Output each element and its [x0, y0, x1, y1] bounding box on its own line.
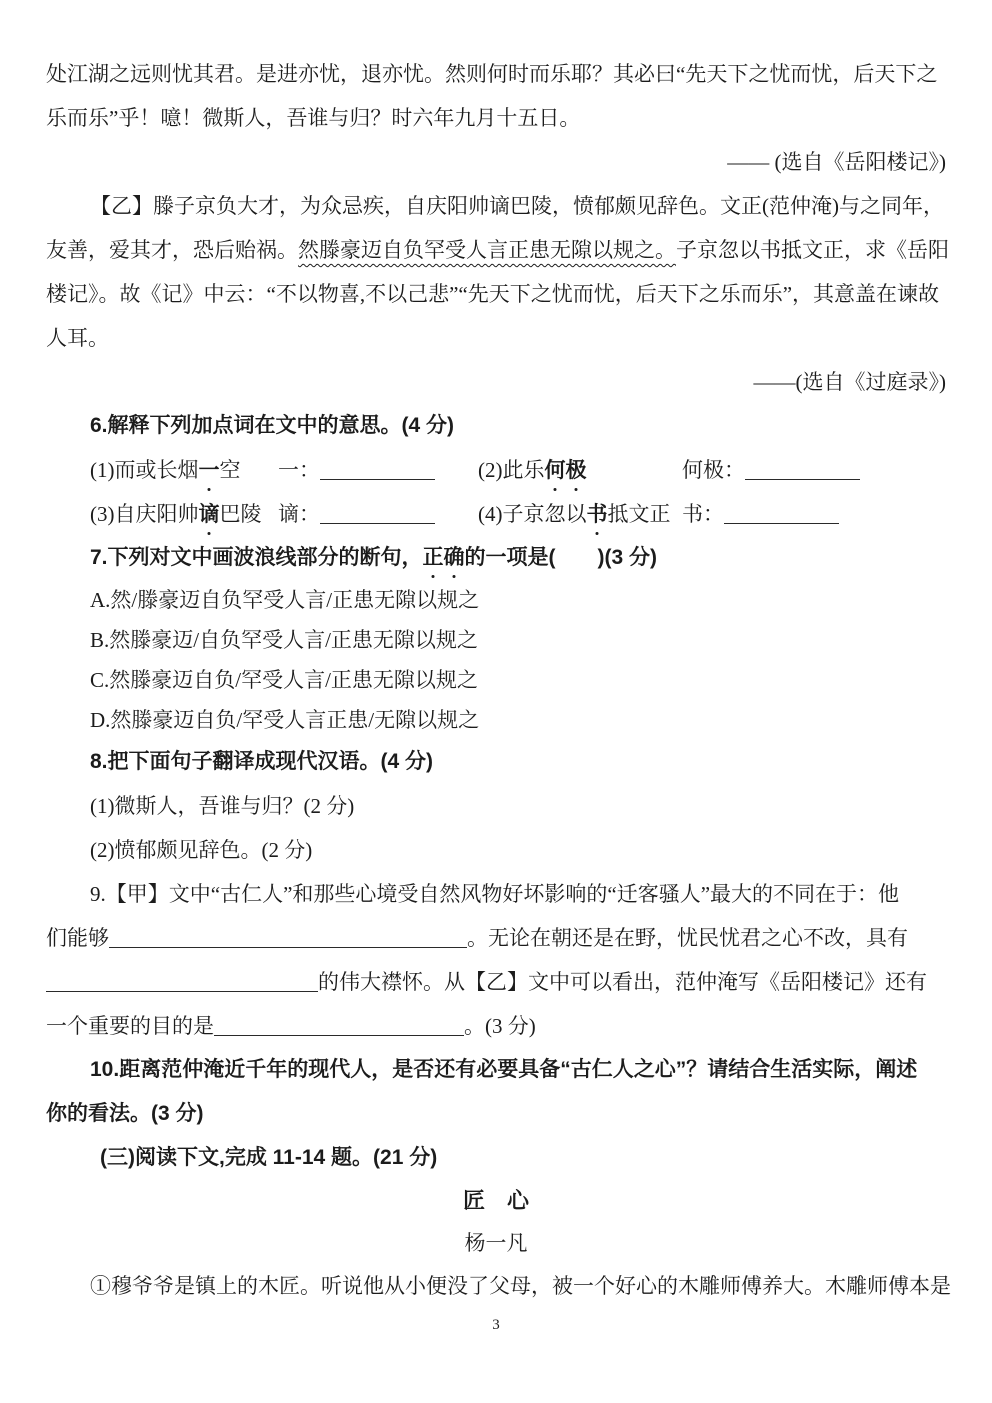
answer-blank [46, 975, 318, 992]
text-run: ——(选自《过庭录》) [753, 370, 946, 394]
text-run: —— (选自《岳阳楼记》) [727, 150, 946, 174]
text-run: 【乙】滕子京负大才，为众忌疾，自庆阳帅谪巴陵，愤郁颇见辞色。文正(范仲淹)与之同年， [90, 194, 944, 218]
question-9-line-2 [46, 916, 946, 960]
text-run: 10.距离范仲淹近千年的现代人，是否还有必要具备“古仁人之心”？请结合生活实际，阐述 [90, 1058, 918, 1081]
text-run: 处江湖之远则忧其君。是进亦忧，退亦忧。然则何时而乐耶？其必曰“先天下之忧而忧，后天下之 [46, 62, 938, 86]
text-run: ①穆爷爷是镇上的木匠。听说他从小便没了父母，被一个好心的木雕师傅养大。木雕师傅本是 [90, 1274, 951, 1298]
passage-yi-line-3 [46, 272, 946, 316]
emphasized-char: 谪 [199, 493, 220, 537]
q7-option-a [46, 580, 946, 620]
answer-blank [320, 507, 435, 524]
question-6-row-1 [46, 448, 946, 492]
text-run: (1)微斯人，吾谁与归？(2 分) [90, 794, 355, 818]
text-run: (4)子京忽以 [478, 502, 587, 526]
q6-cell [478, 448, 682, 493]
text-run: (3)自庆阳帅 [90, 502, 199, 526]
passage-yi-line-4 [46, 316, 946, 360]
text-run: 一个重要的目的是 [46, 1014, 214, 1038]
text-run: 。(3 分) [464, 1014, 536, 1038]
passage-yi-line-1 [46, 184, 946, 228]
question-7-heading [46, 536, 946, 580]
text-run: 杨一凡 [464, 1231, 528, 1255]
text-run: C.然滕豪迈自负/罕受人言/正患无隙以规之 [90, 668, 478, 692]
question-8-heading [46, 740, 946, 784]
text-run: 友善，爱其才，恐后贻祸。 [46, 238, 298, 262]
text-run: 6.解释下列加点词在文中的意思。(4 分) [90, 414, 455, 437]
q6-cell [478, 492, 682, 537]
q6-cell [90, 492, 278, 537]
q7-option-c [46, 660, 946, 700]
text-run: 9.【甲】文中“古仁人”和那些心境受自然风物好坏影响的“迁客骚人”最大的不同在于：他 [90, 882, 900, 906]
text-run: 人耳。 [46, 326, 109, 350]
emphasized-char: 确 [444, 536, 465, 580]
text-run: 的伟大襟怀。从【乙】文中可以看出，范仲淹写《岳阳楼记》还有 [318, 970, 927, 994]
text-run: 一： [278, 458, 320, 482]
q6-cell [682, 492, 946, 537]
page-number: 3 [492, 1317, 500, 1333]
q6-cell [90, 448, 278, 493]
exam-content [46, 52, 951, 1308]
text-run: 匠 心 [462, 1188, 529, 1213]
attribution-yueyanglouji [46, 140, 946, 184]
answer-blank [214, 1019, 464, 1036]
question-9-line-3 [46, 960, 946, 1004]
essay-author [46, 1222, 946, 1264]
text-run: 乐而乐”乎！噫！微斯人，吾谁与归？时六年九月十五日。 [46, 106, 581, 130]
question-9-line-4 [46, 1004, 946, 1048]
question-6-heading [46, 404, 946, 448]
wavy-underlined-text: 然滕豪迈自负罕受人言正患无隙以规之。 [298, 238, 676, 262]
q6-cell [682, 448, 946, 493]
text-run: (2)愤郁颇见辞色。(2 分) [90, 838, 313, 862]
emphasized-char: 正 [423, 536, 444, 580]
text-run: 谪： [278, 502, 320, 526]
question-10-line-2 [46, 1092, 946, 1136]
text-run: (1)而或长烟 [90, 458, 199, 482]
answer-blank [320, 463, 435, 480]
text-run: 空 [219, 458, 241, 482]
emphasized-char: 书 [587, 493, 608, 537]
text-run: 子京忽以书抵文正，求《岳阳 [676, 238, 949, 262]
text-run: 抵文正 [607, 502, 671, 526]
text-run: 们能够 [46, 926, 109, 950]
section-3-heading [46, 1136, 946, 1180]
answer-blank [724, 507, 839, 524]
answer-blank [745, 463, 860, 480]
text-run: (2)此乐 [478, 458, 545, 482]
question-8-item-1 [46, 784, 946, 828]
passage-jia-line-2 [46, 96, 946, 140]
q6-cell [278, 492, 478, 537]
text-run: 8.把下面句子翻译成现代汉语。(4 分) [90, 750, 434, 773]
passage-jia-line-1 [46, 52, 946, 96]
passage-yi-line-2 [46, 228, 949, 272]
emphasized-char: 何 [545, 449, 566, 493]
text-run: 的一项是( )(3 分) [464, 546, 658, 569]
text-run: 书： [682, 502, 724, 526]
text-run: B.然滕豪迈/自负罕受人言/正患无隙以规之 [90, 628, 478, 652]
question-6-row-2 [46, 492, 946, 536]
essay-title [46, 1180, 946, 1222]
emphasized-char: 极 [566, 449, 587, 493]
question-10-line-1 [46, 1048, 946, 1092]
answer-blank [109, 931, 467, 948]
text-run: 你的看法。(3 分) [46, 1102, 204, 1125]
text-run: A.然/滕豪迈自负罕受人言/正患无隙以规之 [90, 588, 480, 612]
text-run: D.然滕豪迈自负/罕受人言正患/无隙以规之 [90, 708, 480, 732]
emphasized-char: 一 [199, 449, 220, 493]
essay-paragraph-1 [46, 1264, 951, 1308]
attribution-guotinglu [46, 360, 946, 404]
text-run: 。无论在朝还是在野，忧民忧君之心不改，具有 [467, 926, 908, 950]
text-run: 巴陵 [219, 502, 262, 526]
q7-option-d [46, 700, 946, 740]
q6-cell [278, 448, 478, 493]
q7-option-b [46, 620, 946, 660]
text-run: 楼记》。故《记》中云：“不以物喜,不以己悲”“先天下之忧而忧，后天下之乐而乐”，其意盖在谏故 [46, 282, 940, 306]
text-run: (三)阅读下文,完成 11-14 题。(21 分) [100, 1146, 438, 1169]
question-9-line-1 [46, 872, 946, 916]
text-run: 何极： [682, 458, 745, 482]
question-8-item-2 [46, 828, 946, 872]
text-run: 7.下列对文中画波浪线部分的断句， [90, 546, 423, 569]
